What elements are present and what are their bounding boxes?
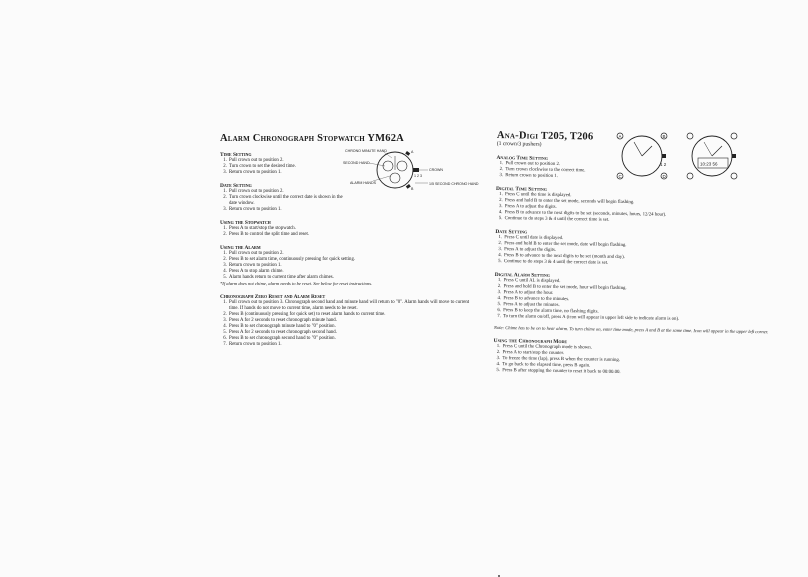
list-item: 1. Pull crown out to position 2. [228,189,345,195]
list-item: 4. Press B to advance to the next digits to be set (seconds, minutes, hours, 12/24 hour). [504,210,776,220]
label-chrono-minute: CHRONO MINUTE HAND [345,149,387,153]
list-item: 2. Turn crown clockwise to the correct time. [504,167,776,177]
list-item: 5. Continue to do steps 3 & 4 until the correct date is set. [503,259,775,269]
list-item: 5. Press A to adjust the minutes. [502,302,774,312]
section-heading: Using the Chronograph Mode [493,337,568,346]
crown-icon [413,168,419,172]
digital-display-text: 10:23 56 [700,161,718,167]
section-heading: Using the Alarm [220,245,261,251]
right-section-digital-alarm [494,272,775,335]
digital-crown-icon [732,154,736,158]
list-item: 3. Press A for 2 seconds to reset chronograph minute hand. [228,318,480,324]
label-d: D [662,174,666,179]
list-item: 1. Press C until the Chronograph mode is shown. [502,344,774,354]
label-pusher-a: A [411,150,414,154]
list-item: 4. Press B to advance to the minutes. [502,296,774,306]
watch-subdial-right [397,161,407,171]
list-item: 5. Alarm hands return to current time after alarm chimes. [228,275,480,281]
list-item: 3. Return crown to position 1. [228,170,480,176]
analog-crown-icon [662,154,666,158]
section-heading: Digital Time Setting [496,185,547,193]
list-item: 1. Press C until the time is displayed. [504,192,776,202]
section-heading: Chronograph Zero Reset and Alarm Reset [220,294,326,300]
list-item: 7. To turn the alarm on/off, press A (icon will appear in upper left side to indicate alarm is on). [502,314,774,324]
list-item: 1. Press C until date is displayed. [503,235,775,245]
right-title: Ana-Digi T205, T206 [496,130,594,143]
list-item: 2. Press B to control the split time and reset. [228,232,480,238]
list-item: 2. Press and hold B to enter the set mode, hour will begin flashing. [502,284,774,294]
list-item: 1. Press A to start/stop the stopwatch. [228,226,480,232]
left-section-reset [220,294,480,348]
left-section-alarm [220,245,480,287]
list-item: 6. Press B to keep the alarm time, no flashing digits. [502,308,774,318]
label-crown: CROWN [429,168,443,172]
list-item: 1. Press C until AL is displayed. [503,278,775,288]
section-heading: Date Setting [495,228,528,236]
watch-subdial-bottom [390,173,400,183]
section-heading: Digital Alarm Setting [494,271,550,279]
section-heading: Date Setting [220,183,252,189]
list-item: 2. Turn crown clockwise until the correct date is shown in the date window. [228,195,345,207]
list-item: 4. Press A to stop alarm chime. [228,269,480,275]
list-item: 5. Press A for 2 seconds to reset chronograph second hand. [228,330,480,336]
list-item: 4. To go back to the elapsed time, press B again. [501,362,773,372]
list-item: 3. Return crown to position 1. [228,207,345,213]
list-item: 5. Press B after stopping the counter to reset it back to 00:00.00. [501,368,773,378]
list-item: 2. Press B (continuously pressing for quick set) to reset alarm hands to current time. [228,312,480,318]
list-item: 4. Press B to advance to the next digits to be set (month and day). [503,253,775,263]
list-item: 2. Press and hold B to enter the set mode, seconds will begin flashing. [504,198,776,208]
section-heading: Time Setting [220,152,252,158]
crown-positions: 1 2 [660,162,667,167]
list-item: 3. Press A to adjust the digits. [504,204,776,214]
list-item: 2. Turn crown to set the desired time. [228,164,480,170]
list-item: 2. Press and hold B to enter the set mode, date will begin flashing. [503,241,775,251]
list-item: 6. Press B to set chronograph second hand to "0" position. [228,336,480,342]
list-item: 1. Pull crown out to position 2. [228,158,480,164]
label-b: B [662,134,666,139]
list-item: 1. Pull crown out to position 2. [228,251,480,257]
list-item: 3. Press A to adjust the digits. [503,247,775,257]
left-section-stopwatch [220,220,480,238]
section-heading: Analog Time Setting [496,154,548,162]
label-second-hand: SECOND HAND [343,161,370,165]
right-section-digital-time [496,186,777,226]
alarm-note: *If alarm does not chime, alarm needs to be reset. See below for reset instructions. [220,281,373,286]
left-title: Alarm Chronograph Stopwatch YM62A [220,133,404,144]
pusher-a-icon [405,151,410,156]
list-item: 3. Return crown to position 1. [228,263,480,269]
list-item: 2. Press B to set alarm time, continuously pressing for quick setting. [228,257,480,263]
left-section-date-setting [220,183,345,213]
list-item: 5. Continue to do steps 3 & 4 until the correct time is set. [504,216,776,226]
crown-positions: 1 2 3 [414,174,422,178]
digital-hour-hand [712,146,722,156]
list-item: 4. Press B to set chronograph minute hand to "0" position. [228,324,480,330]
chronograph-watch-diagram [340,148,479,193]
right-subtitle: (1 crown/3 pushers) [496,140,542,148]
list-item: 1. Pull crown out to position 3. Chronograph second hand and minute hand will return to "0". Alarm hands will move to current time. If hands do not move to current time, alarm needs to be reset. [228,300,480,312]
label-pusher-b: B [411,187,414,191]
list-item: 1. Pull crown out to position 2. [504,161,776,171]
right-section-chronograph [493,338,774,378]
list-item: 3. Press A to adjust the hour. [502,290,774,300]
label-alarm-hands: ALARM HANDS [350,181,376,185]
digital-minute-hand [704,142,712,156]
list-item: 7. Return crown to position 1. [228,342,480,348]
analog-minute-hand [634,142,642,156]
analog-hour-hand [642,146,652,156]
label-chrono-second: 1/5 SECOND CHRONO HAND [429,182,479,186]
chime-note: Note: Chime has to be on to hear alarm. To turn chime on, enter time mode, press A and B at the same time. Icon will appear in the upper left corner. [493,324,769,335]
list-item: 2. Press A to start/stop the counter. [501,350,773,360]
right-section-date [495,229,776,269]
section-heading: Using the Stopwatch [220,220,271,226]
list-item: 3. Return crown to position 1. [504,173,776,183]
label-a: A [618,134,622,139]
label-c: C [618,174,622,179]
list-item: 3. To freeze the time (lap), press B when the counter is running. [501,356,773,366]
ana-digi-watch-diagrams [612,128,787,183]
